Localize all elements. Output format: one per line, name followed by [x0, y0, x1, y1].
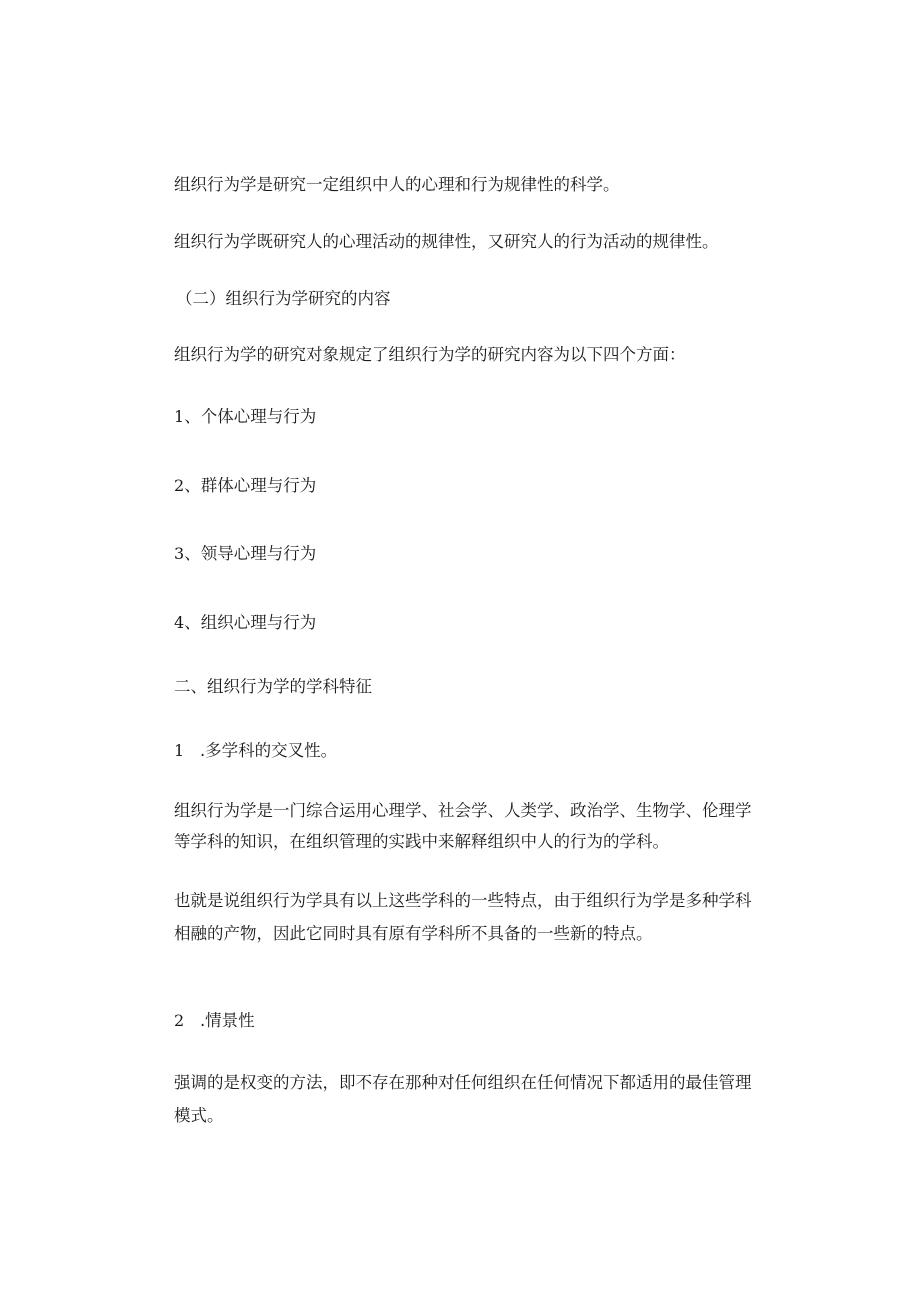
- list-item-4: [174, 608, 316, 638]
- list-item-number: 4: [174, 613, 185, 632]
- feature-heading-2: [174, 1006, 255, 1036]
- paragraph-contingency-line1: 强调的是权变的方法，即不存在那种对任何组织在任何情况下都适用的最佳管理: [174, 1073, 752, 1092]
- feature-title: .情景性: [199, 1011, 255, 1030]
- list-item-2: [174, 471, 316, 501]
- paragraph-interdisciplinary-line2: 等学科的知识，在组织管理的实践中来解释组织中人的行为的学科。: [174, 832, 669, 851]
- list-item-number: 3: [174, 544, 185, 563]
- paragraph-characteristics-line2: 相融的产物，因此它同时具有原有学科所不具备的一些新的特点。: [174, 924, 653, 943]
- list-item-text: 、个体心理与行为: [184, 407, 317, 426]
- feature-number: 2: [174, 1011, 185, 1030]
- feature-heading-1: [174, 736, 337, 766]
- paragraph-contingency-line2: 模式。: [174, 1106, 224, 1125]
- section-heading-content: （二）组织行为学研究的内容: [176, 289, 391, 308]
- list-item-text: 、领导心理与行为: [184, 544, 317, 563]
- list-item-1: [174, 402, 316, 432]
- paragraph-interdisciplinary-line1: 组织行为学是一门综合运用心理学、社会学、人类学、政治学、生物学、伦理学: [174, 801, 752, 820]
- paragraph-content-intro: 组织行为学的研究对象规定了组织行为学的研究内容为以下四个方面：: [174, 345, 686, 364]
- list-item-text: 、组织心理与行为: [184, 613, 317, 632]
- list-item-text: 、群体心理与行为: [184, 476, 317, 495]
- section-heading-features: 二、组织行为学的学科特征: [174, 677, 372, 696]
- list-item-3: [174, 539, 316, 569]
- list-item-number: 1: [174, 407, 185, 426]
- paragraph-definition: 组织行为学是研究一定组织中人的心理和行为规律性的科学。: [174, 175, 620, 194]
- paragraph-research-scope: 组织行为学既研究人的心理活动的规律性，又研究人的行为活动的规律性。: [174, 232, 719, 251]
- feature-number: 1: [174, 741, 185, 760]
- list-item-number: 2: [174, 476, 185, 495]
- feature-title: .多学科的交叉性。: [199, 741, 338, 760]
- paragraph-characteristics-line1: 也就是说组织行为学具有以上这些学科的一些特点，由于组织行为学是多种学科: [174, 891, 752, 910]
